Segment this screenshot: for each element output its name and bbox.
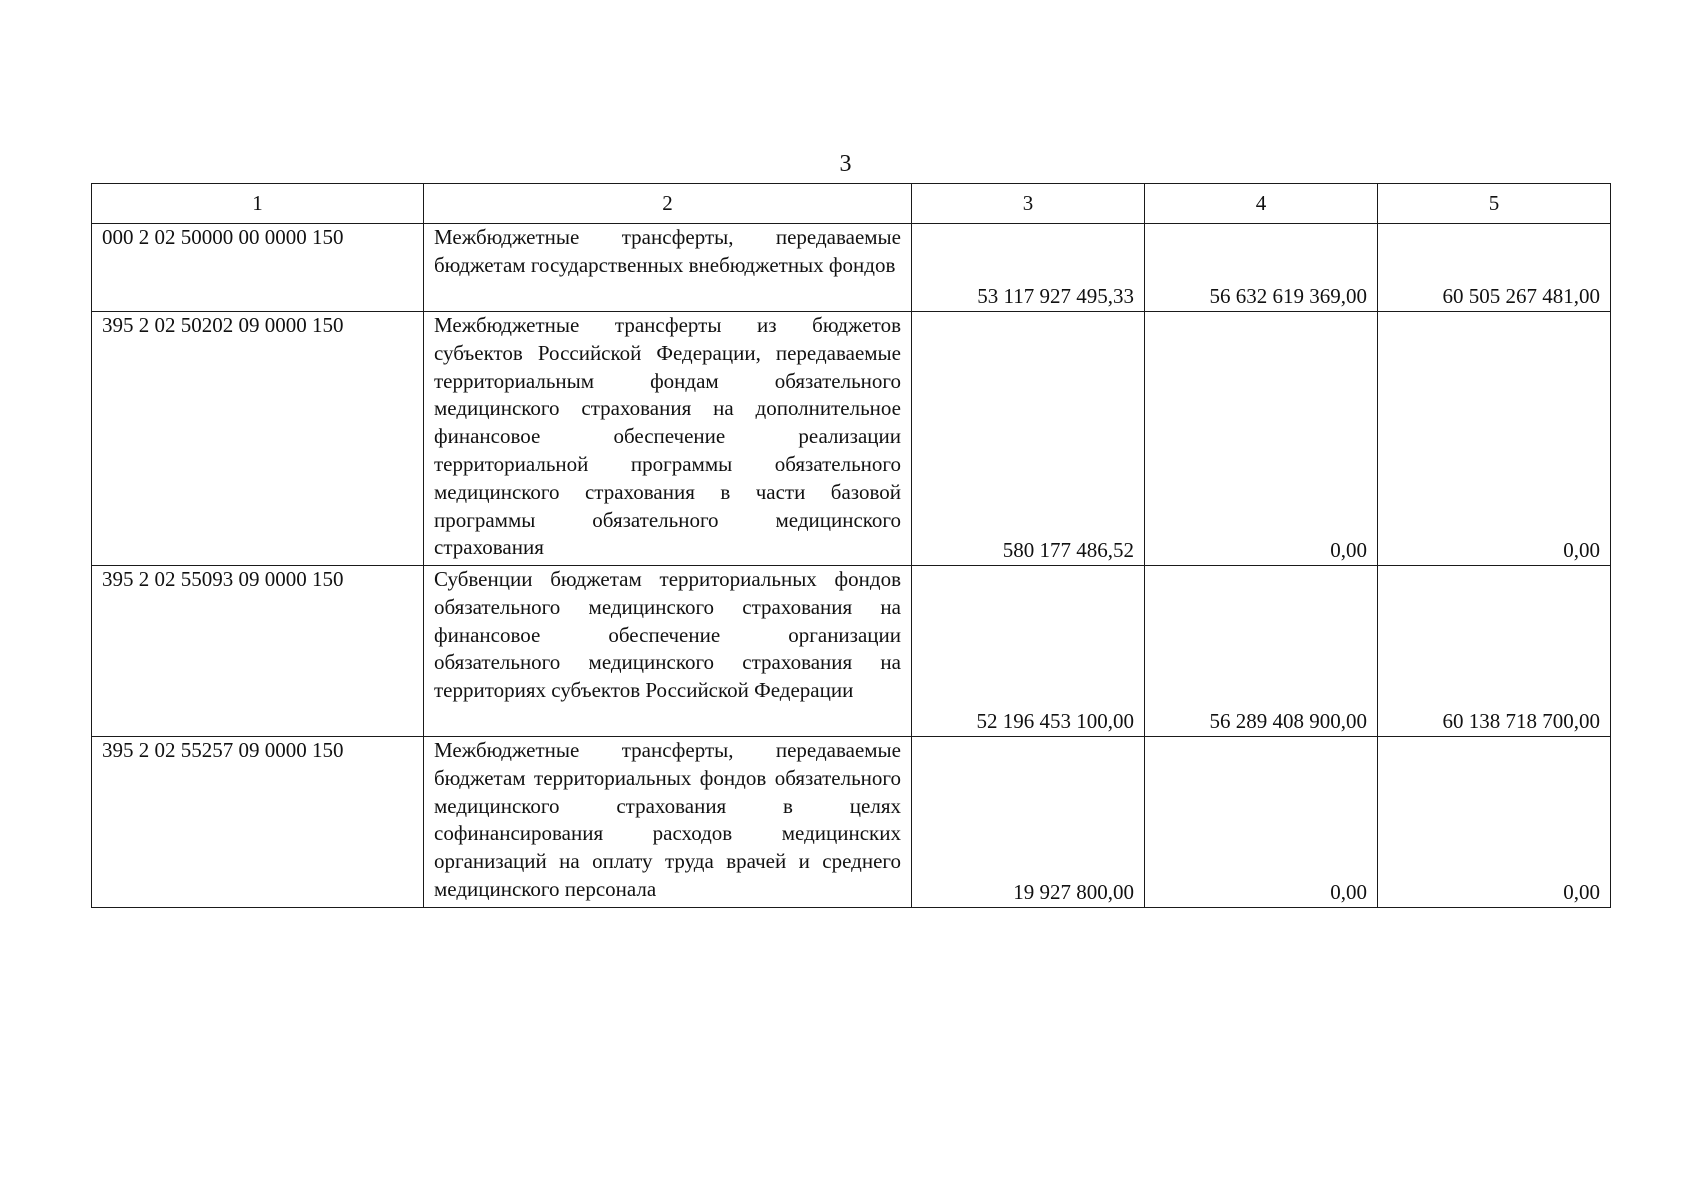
value-col-3: 580 177 486,52 <box>912 312 1145 566</box>
table-row <box>92 312 1611 566</box>
budget-code: 395 2 02 55257 09 0000 150 <box>92 737 424 908</box>
header-col-3: 3 <box>912 184 1145 224</box>
value-col-5: 60 505 267 481,00 <box>1378 224 1611 312</box>
value-col-3: 53 117 927 495,33 <box>912 224 1145 312</box>
value-col-3: 52 196 453 100,00 <box>912 566 1145 737</box>
row-description: Межбюджетные трансферты, передаваемые бюджетам территориальных фондов обязательного медицинского страхования в целях софинансирования расходов медицинских организаций на оплату труда врачей и среднего медицинского персонала <box>424 737 912 908</box>
budget-table <box>91 183 1611 908</box>
header-col-2: 2 <box>424 184 912 224</box>
budget-code: 395 2 02 50202 09 0000 150 <box>92 312 424 566</box>
value-col-4: 0,00 <box>1145 737 1378 908</box>
header-col-5: 5 <box>1378 184 1611 224</box>
value-col-4: 0,00 <box>1145 312 1378 566</box>
value-col-5: 0,00 <box>1378 737 1611 908</box>
page-number: 3 <box>839 151 852 177</box>
header-row <box>92 184 1611 224</box>
table-row <box>92 224 1611 312</box>
value-col-5: 0,00 <box>1378 312 1611 566</box>
value-col-3: 19 927 800,00 <box>912 737 1145 908</box>
table-body <box>92 224 1611 908</box>
row-description: Межбюджетные трансферты, передаваемые бюджетам государственных внебюджетных фондов <box>424 224 912 312</box>
table-row <box>92 737 1611 908</box>
table-row <box>92 566 1611 737</box>
budget-code: 000 2 02 50000 00 0000 150 <box>92 224 424 312</box>
header-col-4: 4 <box>1145 184 1378 224</box>
budget-code: 395 2 02 55093 09 0000 150 <box>92 566 424 737</box>
value-col-5: 60 138 718 700,00 <box>1378 566 1611 737</box>
value-col-4: 56 289 408 900,00 <box>1145 566 1378 737</box>
row-description: Межбюджетные трансферты из бюджетов субъектов Российской Федерации, передаваемые территориальным фондам обязательного медицинского страхования на дополнительное финансовое обеспечение реализации территориальной программы обязательного медицинского страхования в части базовой программы обязательного медицинского страхования <box>424 312 912 566</box>
header-col-1: 1 <box>92 184 424 224</box>
table-header <box>92 184 1611 224</box>
value-col-4: 56 632 619 369,00 <box>1145 224 1378 312</box>
row-description: Субвенции бюджетам территориальных фондов обязательного медицинского страхования на финансовое обеспечение организации обязательного медицинского страхования на территориях субъектов Российской Федерации <box>424 566 912 737</box>
